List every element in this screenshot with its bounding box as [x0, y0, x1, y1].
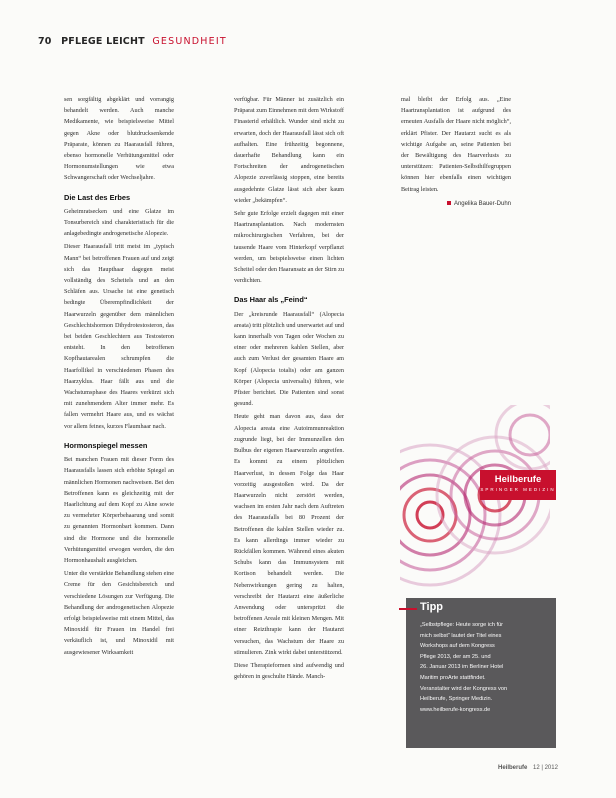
tip-line: mich selbst“ lautet der Titel eines: [420, 632, 502, 639]
square-bullet-icon: [447, 201, 451, 205]
text-column-2: [234, 94, 344, 684]
brand-subtitle: SPRINGER MEDIZIN: [480, 487, 556, 492]
header-title: PFLEGE LEICHT: [61, 36, 145, 47]
tip-line: www.heilberufe-kongress.de: [420, 706, 491, 713]
paragraph: verfügbar. Für Männer ist zusätzlich ein Präparat zum Einnehmen mit dem Wirkstoff Finasterid erhältlich. Wunder sind nicht zu erwarten, doch der Haarausfall lässt sich oft aufhalten. Eine frühzeitig begonnene, dauerhafte Behandlung kann ein Fortschreiten der androgenetischen Alopezie zuverlässig stoppen, eine bereits ausgedehnte Glatze lässt sich aber kaum wieder „bekämpfen“.: [234, 96, 344, 204]
brand-name: Heilberufe: [494, 474, 542, 485]
tip-line: Maritim proArte stattfindet.: [420, 674, 486, 681]
footer-issue: 12 | 2012: [533, 765, 558, 771]
paragraph: Sehr gute Erfolge erzielt dagegen mit einer Haartransplantation. Nach modernsten mikrochirurgischen Verfahren, bei der tausende Haare vom Hinterkopf verpflanzt werden, um beispielsweise einen lichten Scheitel oder den Haaransatz an der Stirn zu verdichten.: [234, 210, 344, 285]
brand-logo: [480, 470, 556, 500]
author-name: Angelika Bauer-Duhn: [453, 200, 511, 207]
tip-line: Workshops auf dem Kongress: [420, 643, 495, 650]
paragraph: sen sorgfältig abgeklärt und vorrangig behandelt werden. Auch manche Medikamente, wie beispielsweise Mittel gegen Akne oder blutdrucksenkende Präparate, können zu Haarausfall führen, ebenso hormonelle Verhütungsmittel oder Hormonumstellungen wie etwa Schwangerschaft oder Wechseljahre.: [64, 96, 174, 182]
page-header: [38, 36, 227, 47]
paragraph: Diese Therapieformen sind aufwendig und gehören in geschulte Hände. Manch-: [234, 661, 344, 681]
subheading: Das Haar als „Feind“: [234, 295, 308, 305]
paragraph: Dieser Haarausfall tritt meist im „typisch Mann“ bei betroffenen Frauen auf und zeigt sich das Haupthaar dagegen meist vollständig des Scheitels und an den Schläfen aus. Ursache ist eine genetisch bedingte Überempfindlichkeit der Haarwurzeln gegenüber dem männlichen Geschlechtshormon Dihydrotestosteron, das bei beiden Geschlechtern aus Testosteron entsteht. In den betroffenen Kopfhautarealen schrumpfen die Haarfollikel in verschiedenen Phasen des Haarzyklus. Haar fällt aus und die Wachstumsphase des Haares verkürzt sich mit zunehmendem Alter immer mehr. Es fallen vermehrt Haare aus, und es wächst vor allem feines, kurzes Flaumhaar nach.: [64, 243, 174, 430]
header-section: GESUNDHEIT: [152, 36, 227, 47]
tip-line: 26. Januar 2013 im Berliner Hotel: [420, 664, 504, 671]
tip-accent-dash: [399, 608, 417, 610]
paragraph: Heute geht man davon aus, dass der Alopecia areata eine Autoimmunreaktion zugrunde liegt, bei der Immunzellen den Bulbus der eigenen Haarwurzeln angreifen. Es kommt zu einem plötzlichen Haarverlust, in dessen Folge das Haar vorzeitig ausgestoßen wird. Da der Haarwurzeln nicht zerstört werden, wachsen im ersten Jahr nach dem Auftreten des Haarausfalls bei 80 Prozent der Betroffenen die kahlen Stellen wieder zu. Es kann allerdings immer wieder zu Rückfällen kommen. Während eines akuten Schubs kann das Immunsystem mit Kortison behandelt werden. Die Nebenwirkungen gering zu halten, verschreibt der Hautarzt eine äußerliche Anwendung oder unterspritzt die betroffenen Areale mit kleinen Mengen. Mit einer Reizthrapie kann der Hautarzt versuchen, das Wachstum der Haare zu stimulieren. Zink wirkt dabei unterstützend.: [234, 413, 344, 656]
paragraph: Unter die verstärkte Behandlung stehen eine Creme für den Gesichtsbereich und verschiedene Lösungen zur Verfügung. Die Behandlung der androgenetischen Alopezie erfolgt beispielsweise mit einem Mittel, das Minoxidil für Frauen im Handel frei verkäuflich ist, und Minoxidil mit ausgewiesener Wirksamkeit: [64, 570, 174, 656]
footer-magazine: Heilberufe: [498, 765, 528, 771]
author-line: [401, 199, 511, 210]
tip-line: „Selbstpflege: Heute sorge ich für: [420, 622, 504, 628]
concentric-circles-graphic: [400, 405, 550, 595]
tip-line: Pflege 2013, der am 25. und: [420, 653, 491, 660]
text-column-3: [401, 94, 511, 210]
paragraph: Geheimratsecken und eine Glatze im Tonsurbereich sind charakteristisch für die anlagebedingte androgenetische Alopezie.: [64, 207, 174, 238]
tip-title: Tipp: [420, 601, 444, 613]
tip-line: Heilberufe, Springer Medizin.: [420, 696, 493, 703]
tip-box: [406, 598, 556, 748]
subheading: Hormonspiegel messen: [64, 440, 148, 450]
text-column-1: [64, 94, 174, 660]
paragraph: Der „kreisrunde Haarausfall“ (Alopecia areata) tritt plötzlich und unerwartet auf und kann innerhalb von Tagen oder Wochen zu einer oder mehreren kahlen Stellen, aber auch zum Verlust der gesamten Haare am Kopf (Alopecia totalis) oder am ganzen Körper (Alopecia universalis) führen, wie Pfister berichtet. Die Patienten sind sonst gesund.: [234, 310, 344, 408]
subheading: Die Last des Erbes: [64, 192, 131, 202]
page-footer: [498, 765, 558, 771]
tip-text: [420, 620, 552, 715]
paragraph: mal bleibt der Erfolg aus. „Eine Haartransplantation ist aufgrund des erneuten Ausfalls der Haare nicht möglich“, erklärt Pfister. Der Hautarzt sucht es als wichtige Aufgabe an, seine Patienten bei der Bewältigung des Haarverlusts zu unterstützen: Patienten-Selbsthilfegruppen können hier ebenfalls einen wichtigen Beitrag leisten.: [401, 96, 511, 193]
paragraph: Bei manchen Frauen mit dieser Form des Haarausfalls lassen sich erhöhte Spiegel an männlichen Hormonen nachweisen. Bei den Betroffenen kann es gleichzeitig mit der Haarlichtung auf dem Kopf zu Akne sowie zu vermehrter Körperbehaarung und somit zu genannten Hormonbart kommen. Dann sind die Hormone und die hormonelle Verhütungsmittel erwogen werden, die den Hormonhaushalt ausgleichen.: [64, 456, 174, 564]
page-number: 70: [38, 36, 52, 47]
tip-line: Veranstalter wird der Kongress von: [420, 685, 508, 692]
